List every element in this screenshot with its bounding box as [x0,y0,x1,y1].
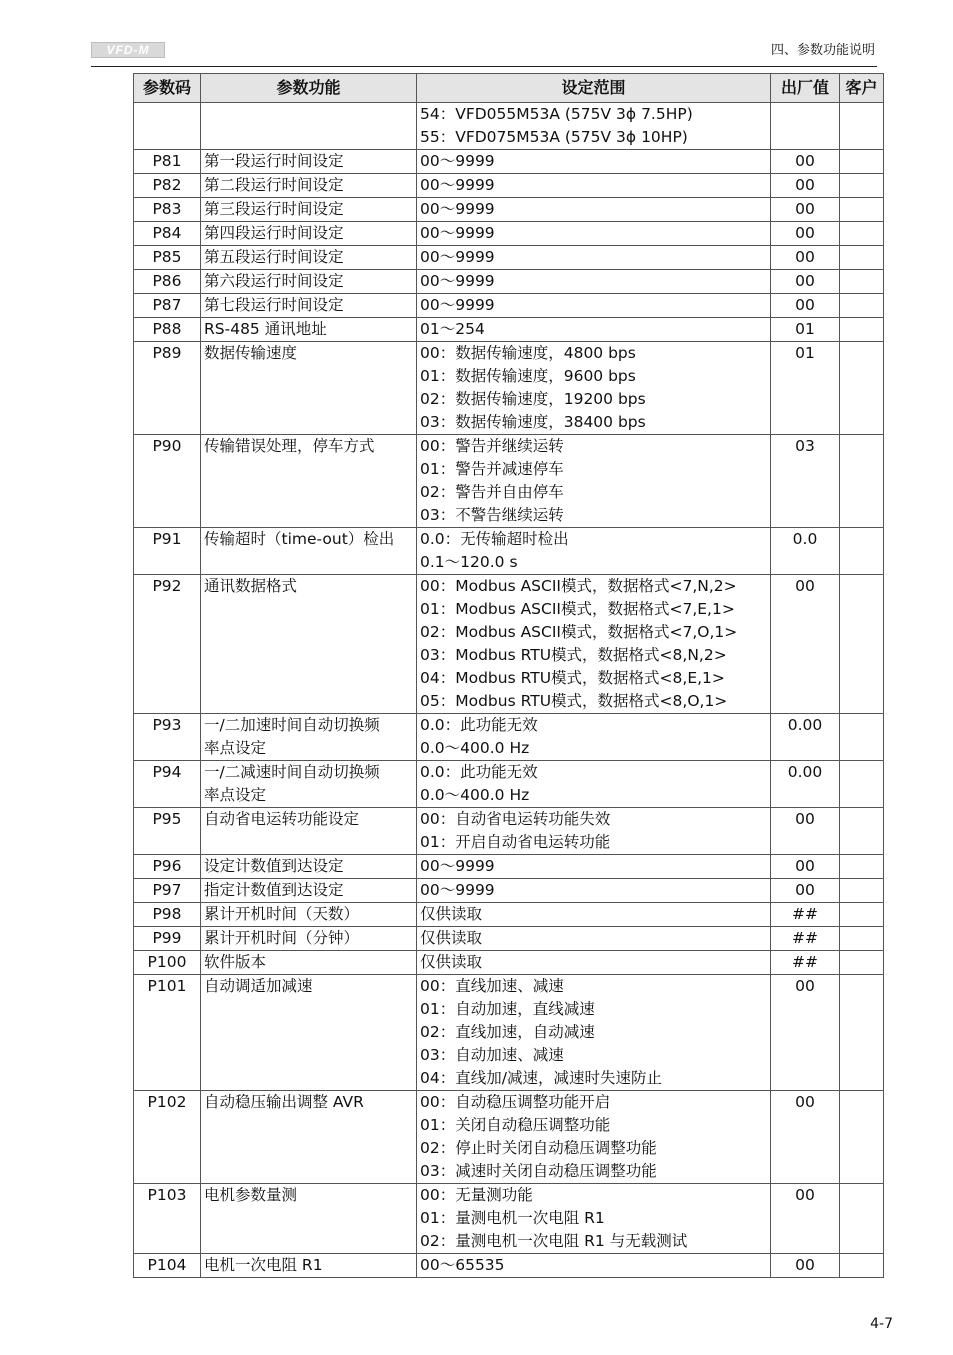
factory-default: 01 [771,318,840,342]
range-line: 00～65535 [420,1256,505,1274]
range-line: 02：停止时关闭自动稳压调整功能 [420,1139,657,1157]
customer-value [840,270,884,294]
parameter-function [201,174,417,198]
customer-value [840,103,884,150]
setting-range [417,150,771,174]
setting-range [417,1254,771,1278]
customer-value [840,975,884,1091]
range-line: 0.0：此功能无效 [420,763,538,781]
customer-value [840,927,884,951]
table-row [134,903,884,927]
setting-range [417,270,771,294]
factory-default: 00 [771,575,840,714]
parameter-code [134,103,201,150]
section-title: 四、参数功能说明 [770,43,875,58]
parameter-code: P91 [134,528,201,575]
function-line: 第四段运行时间设定 [204,224,344,242]
factory-default: 00 [771,246,840,270]
parameter-function [201,103,417,150]
parameter-code: P94 [134,761,201,808]
parameter-function [201,435,417,528]
parameter-code: P85 [134,246,201,270]
table-row [134,975,884,1091]
table-row [134,174,884,198]
factory-default: 00 [771,294,840,318]
range-line: 01：警告并减速停车 [420,460,564,478]
parameter-function [201,575,417,714]
table-row [134,1184,884,1254]
customer-value [840,150,884,174]
column-header-code: 参数码 [134,74,201,103]
setting-range [417,951,771,975]
parameter-function [201,222,417,246]
parameter-code: P81 [134,150,201,174]
parameter-function [201,855,417,879]
function-line: 第三段运行时间设定 [204,200,344,218]
range-line: 01：Modbus ASCII模式，数据格式<7,E,1> [420,600,735,618]
table-body [134,103,884,1278]
function-line: 自动稳压输出调整 AVR [204,1093,364,1111]
range-line: 03：Modbus RTU模式，数据格式<8,N,2> [420,646,727,664]
range-line: 00：数据传输速度，4800 bps [420,344,636,362]
parameter-function [201,761,417,808]
range-line: 00～9999 [420,200,495,218]
setting-range [417,975,771,1091]
factory-default: 00 [771,1184,840,1254]
parameter-code: P96 [134,855,201,879]
parameter-code: P101 [134,975,201,1091]
table-row [134,927,884,951]
range-line: 03：减速时关闭自动稳压调整功能 [420,1162,657,1180]
parameter-function [201,246,417,270]
function-line: 软件版本 [204,953,267,971]
parameter-code: P95 [134,808,201,855]
range-line: 54：VFD055M53A (575V 3ϕ 7.5HP) [420,105,693,123]
table-row [134,761,884,808]
setting-range [417,435,771,528]
range-line: 00～9999 [420,272,495,290]
parameter-code: P104 [134,1254,201,1278]
parameter-function [201,1254,417,1278]
parameter-code: P89 [134,342,201,435]
customer-value [840,1184,884,1254]
table-row [134,951,884,975]
factory-default: 00 [771,855,840,879]
setting-range [417,294,771,318]
function-line: 第六段运行时间设定 [204,272,344,290]
parameter-function [201,294,417,318]
parameter-function [201,714,417,761]
factory-default: 00 [771,975,840,1091]
function-line: 率点设定 [204,739,267,757]
table-row [134,103,884,150]
function-line: 一/二减速时间自动切换频 [204,763,380,781]
setting-range [417,528,771,575]
parameter-code: P83 [134,198,201,222]
table-row [134,1091,884,1184]
table-row [134,879,884,903]
table-row [134,342,884,435]
range-line: 05：Modbus RTU模式，数据格式<8,O,1> [420,692,728,710]
range-line: 04：直线加/减速，减速时失速防止 [420,1069,662,1087]
customer-value [840,575,884,714]
table-row [134,435,884,528]
parameter-function [201,975,417,1091]
range-line: 00：无量测功能 [420,1186,533,1204]
parameter-function [201,198,417,222]
range-line: 00～9999 [420,176,495,194]
setting-range [417,879,771,903]
range-line: 00：Modbus ASCII模式，数据格式<7,N,2> [420,577,737,595]
customer-value [840,855,884,879]
setting-range [417,927,771,951]
parameter-code: P93 [134,714,201,761]
customer-value [840,879,884,903]
table-row [134,808,884,855]
factory-default: 0.00 [771,714,840,761]
parameter-function [201,808,417,855]
range-line: 0.1～120.0 s [420,553,518,571]
factory-default: 0.00 [771,761,840,808]
setting-range [417,1184,771,1254]
table-row [134,198,884,222]
range-line: 01：自动加速，直线减速 [420,1000,595,1018]
function-line: 电机一次电阻 R1 [204,1256,323,1274]
table-row [134,294,884,318]
customer-value [840,903,884,927]
customer-value [840,435,884,528]
customer-value [840,808,884,855]
setting-range [417,761,771,808]
customer-value [840,342,884,435]
parameter-code: P97 [134,879,201,903]
function-line: 自动调适加减速 [204,977,313,995]
page-number: 4-7 [870,1316,893,1332]
parameter-function [201,1184,417,1254]
function-line: 第七段运行时间设定 [204,296,344,314]
parameter-function [201,528,417,575]
parameter-function [201,270,417,294]
factory-default: 00 [771,808,840,855]
column-header-range: 设定范围 [417,74,771,103]
function-line: 传输超时（time-out）检出 [204,530,395,548]
parameter-function [201,951,417,975]
customer-value [840,951,884,975]
parameter-code: P100 [134,951,201,975]
range-line: 04：Modbus RTU模式，数据格式<8,E,1> [420,669,725,687]
setting-range [417,246,771,270]
column-header-default: 出厂值 [771,74,840,103]
parameter-code: P84 [134,222,201,246]
setting-range [417,575,771,714]
customer-value [840,222,884,246]
function-line: 率点设定 [204,786,267,804]
parameter-table [133,73,884,1278]
parameter-code: P92 [134,575,201,714]
setting-range [417,103,771,150]
parameter-function [201,879,417,903]
factory-default: ## [771,951,840,975]
factory-default: 00 [771,222,840,246]
function-line: 指定计数值到达设定 [204,881,344,899]
range-line: 0.0：此功能无效 [420,716,538,734]
table-row [134,150,884,174]
range-line: 00～9999 [420,224,495,242]
factory-default: 03 [771,435,840,528]
setting-range [417,714,771,761]
function-line: 第一段运行时间设定 [204,152,344,170]
function-line: 传输错误处理，停车方式 [204,437,375,455]
range-line: 00：警告并继续运转 [420,437,564,455]
header-divider [91,66,877,67]
table-row [134,246,884,270]
factory-default: 00 [771,174,840,198]
parameter-function [201,318,417,342]
range-line: 00～9999 [420,152,495,170]
range-line: 00～9999 [420,296,495,314]
setting-range [417,318,771,342]
range-line: 00～9999 [420,248,495,266]
parameter-code: P102 [134,1091,201,1184]
range-line: 00：自动省电运转功能失效 [420,810,611,828]
parameter-code: P87 [134,294,201,318]
parameter-code: P86 [134,270,201,294]
setting-range [417,855,771,879]
setting-range [417,342,771,435]
range-line: 0.0～400.0 Hz [420,739,530,757]
parameter-code: P82 [134,174,201,198]
setting-range [417,808,771,855]
parameter-function [201,1091,417,1184]
function-line: 一/二加速时间自动切换频 [204,716,380,734]
range-line: 00：自动稳压调整功能开启 [420,1093,611,1111]
table-row [134,222,884,246]
table-row [134,855,884,879]
range-line: 02：数据传输速度，19200 bps [420,390,646,408]
customer-value [840,1091,884,1184]
factory-default: ## [771,903,840,927]
function-line: 第二段运行时间设定 [204,176,344,194]
table-row [134,318,884,342]
factory-default: 00 [771,270,840,294]
table-row [134,714,884,761]
parameter-function [201,150,417,174]
function-line: 累计开机时间（天数） [204,905,360,923]
factory-default: 00 [771,198,840,222]
parameter-function [201,903,417,927]
customer-value [840,246,884,270]
parameter-code: P88 [134,318,201,342]
setting-range [417,903,771,927]
function-line: 通讯数据格式 [204,577,298,595]
customer-value [840,761,884,808]
customer-value [840,318,884,342]
range-line: 01：开启自动省电运转功能 [420,833,611,851]
parameter-code: P99 [134,927,201,951]
range-line: 01：量测电机一次电阻 R1 [420,1209,605,1227]
customer-value [840,528,884,575]
range-line: 01～254 [420,320,485,338]
parameter-function [201,342,417,435]
function-line: RS-485 通讯地址 [204,320,327,338]
factory-default: 0.0 [771,528,840,575]
range-line: 00～9999 [420,857,495,875]
range-line: 02：警告并自由停车 [420,483,564,501]
parameter-code: P98 [134,903,201,927]
parameter-code: P103 [134,1184,201,1254]
customer-value [840,714,884,761]
customer-value [840,1254,884,1278]
range-line: 03：自动加速、减速 [420,1046,564,1064]
range-line: 55：VFD075M53A (575V 3ϕ 10HP) [420,128,688,146]
setting-range [417,1091,771,1184]
customer-value [840,294,884,318]
setting-range [417,222,771,246]
function-line: 累计开机时间（分钟） [204,929,360,947]
table-row [134,270,884,294]
range-line: 0.0～400.0 Hz [420,786,530,804]
setting-range [417,174,771,198]
range-line: 仅供读取 [420,905,483,923]
factory-default: 00 [771,150,840,174]
range-line: 01：关闭自动稳压调整功能 [420,1116,611,1134]
range-line: 02：直线加速，自动减速 [420,1023,595,1041]
table-row [134,528,884,575]
column-header-function: 参数功能 [201,74,417,103]
brand-logo: VFD-M [91,42,165,58]
table-header-row [134,74,884,103]
factory-default: 00 [771,1091,840,1184]
customer-value [840,198,884,222]
factory-default: 00 [771,879,840,903]
setting-range [417,198,771,222]
range-line: 仅供读取 [420,929,483,947]
function-line: 设定计数值到达设定 [204,857,344,875]
function-line: 数据传输速度 [204,344,298,362]
function-line: 第五段运行时间设定 [204,248,344,266]
function-line: 自动省电运转功能设定 [204,810,360,828]
range-line: 03：不警告继续运转 [420,506,564,524]
customer-value [840,174,884,198]
column-header-customer: 客户 [840,74,884,103]
function-line: 电机参数量测 [204,1186,298,1204]
range-line: 00：直线加速、减速 [420,977,564,995]
table-row [134,575,884,714]
range-line: 仅供读取 [420,953,483,971]
table-row [134,1254,884,1278]
range-line: 01：数据传输速度，9600 bps [420,367,636,385]
factory-default [771,103,840,150]
factory-default: ## [771,927,840,951]
range-line: 02：Modbus ASCII模式，数据格式<7,O,1> [420,623,738,641]
factory-default: 01 [771,342,840,435]
range-line: 00～9999 [420,881,495,899]
parameter-function [201,927,417,951]
parameter-code: P90 [134,435,201,528]
factory-default: 00 [771,1254,840,1278]
range-line: 03：数据传输速度，38400 bps [420,413,646,431]
range-line: 0.0：无传输超时检出 [420,530,569,548]
range-line: 02：量测电机一次电阻 R1 与无载测试 [420,1232,688,1250]
